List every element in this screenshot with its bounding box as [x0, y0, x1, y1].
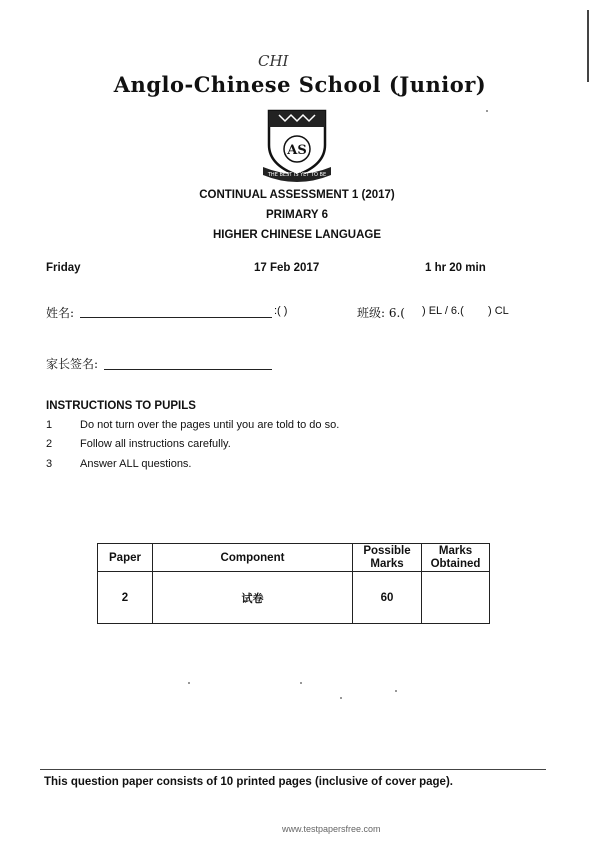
watermark: www.testpapersfree.com [282, 824, 381, 834]
footer-rule [40, 769, 546, 770]
instruction-text: Do not turn over the pages until you are told to do so. [80, 419, 340, 431]
header-possible-marks [353, 544, 422, 572]
parent-signature-label: 家长签名: [46, 357, 99, 371]
header-component: Component [153, 544, 353, 572]
parent-signature-field[interactable] [104, 369, 272, 370]
header-obtained-line1: Marks [438, 544, 473, 557]
school-name: Anglo-Chinese School (Junior) [113, 72, 487, 97]
instruction-number: 1 [46, 419, 53, 431]
scan-speck [395, 690, 397, 692]
exam-date: 17 Feb 2017 [254, 262, 320, 274]
svg-text:AS: AS [287, 143, 307, 158]
level-title: PRIMARY 6 [266, 209, 328, 221]
class-label: 班级: 6.( [357, 306, 405, 320]
instruction-number: 3 [46, 458, 53, 470]
header-marks-obtained [422, 544, 490, 572]
handwritten-note: CHI [258, 52, 289, 70]
scan-speck [300, 682, 302, 684]
name-label: 姓名: [46, 306, 75, 320]
scan-speck [486, 110, 488, 112]
table-header-row [98, 544, 490, 572]
instructions-heading: INSTRUCTIONS TO PUPILS [46, 400, 196, 412]
header-paper: Paper [98, 544, 153, 572]
scan-speck [188, 682, 190, 684]
assessment-title: CONTINUAL ASSESSMENT 1 (2017) [199, 189, 395, 201]
index-number-field[interactable]: :( ) [274, 305, 288, 317]
footer-page-count: This question paper consists of 10 printed pages (inclusive of cover page). [44, 776, 453, 788]
subject-title: HIGHER CHINESE LANGUAGE [212, 229, 382, 241]
table-row [98, 572, 490, 624]
cell-possible-marks: 60 [353, 572, 422, 624]
cell-component: 试卷 [153, 572, 353, 624]
marks-table [97, 543, 490, 624]
cell-marks-obtained[interactable] [422, 572, 490, 624]
exam-duration: 1 hr 20 min [425, 262, 486, 274]
svg-text:THE BEST IS YET TO BE: THE BEST IS YET TO BE [267, 172, 327, 178]
instruction-text: Follow all instructions carefully. [80, 438, 231, 450]
instruction-number: 2 [46, 438, 53, 450]
header-obtained-line2: Obtained [430, 557, 481, 570]
exam-day: Friday [46, 262, 81, 274]
cell-paper: 2 [98, 572, 153, 624]
name-field[interactable] [80, 317, 272, 318]
instruction-text: Answer ALL questions. [80, 458, 192, 470]
class-el-label: ) EL / 6.( [422, 305, 464, 317]
scan-speck [340, 697, 342, 699]
header-possible-line2: Marks [370, 557, 404, 570]
header-possible-line1: Possible [363, 544, 411, 557]
school-crest [261, 105, 333, 183]
class-cl-label: ) CL [488, 305, 509, 317]
